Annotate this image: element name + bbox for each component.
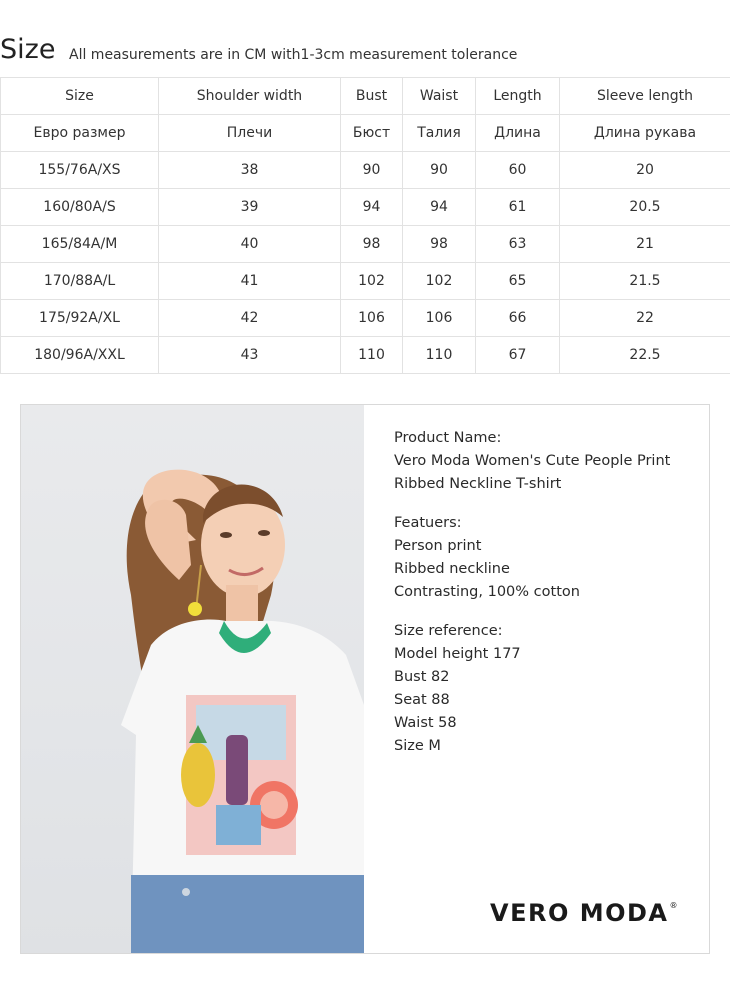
feature-item: Person print — [394, 538, 482, 554]
table-cell: 155/76A/XS — [1, 152, 159, 189]
size-reference-heading: Size reference: — [394, 623, 503, 639]
table-row — [1, 189, 730, 226]
table-cell: 42 — [159, 300, 341, 337]
table-cell: 102 — [403, 263, 476, 300]
size-reference-item: Bust 82 — [394, 669, 450, 685]
header-cell: Талия — [403, 115, 476, 152]
table-row — [1, 226, 730, 263]
features-group — [394, 512, 694, 604]
table-cell: 94 — [403, 189, 476, 226]
table-row — [1, 337, 730, 374]
size-chart-table — [0, 77, 730, 374]
header-cell: Длина — [476, 115, 560, 152]
table-cell: 22.5 — [560, 337, 730, 374]
size-reference-item: Model height 177 — [394, 646, 521, 662]
header-cell: Евро размер — [1, 115, 159, 152]
model-photo — [21, 405, 364, 953]
table-cell: 61 — [476, 189, 560, 226]
product-name-line: Ribbed Neckline T-shirt — [394, 476, 562, 492]
table-cell: 110 — [341, 337, 403, 374]
header-cell: Bust — [341, 78, 403, 115]
product-panel — [20, 404, 710, 954]
header-cell: Бюст — [341, 115, 403, 152]
table-cell: 90 — [403, 152, 476, 189]
table-cell: 38 — [159, 152, 341, 189]
table-cell: 21.5 — [560, 263, 730, 300]
header-cell: Waist — [403, 78, 476, 115]
model-illustration — [21, 405, 364, 953]
header-cell: Size — [1, 78, 159, 115]
table-row — [1, 263, 730, 300]
size-title: Size — [0, 34, 56, 65]
table-cell: 160/80A/S — [1, 189, 159, 226]
header-cell: Sleeve length — [560, 78, 730, 115]
table-cell: 106 — [403, 300, 476, 337]
table-cell: 165/84A/M — [1, 226, 159, 263]
table-cell: 41 — [159, 263, 341, 300]
brand-logo — [490, 899, 679, 927]
table-cell: 43 — [159, 337, 341, 374]
table-cell: 94 — [341, 189, 403, 226]
header-row-russian — [1, 115, 730, 152]
table-cell: 22 — [560, 300, 730, 337]
header-row-english — [1, 78, 730, 115]
table-cell: 98 — [403, 226, 476, 263]
product-name-line: Vero Moda Women's Cute People Print — [394, 453, 671, 469]
header-cell: Длина рукава — [560, 115, 730, 152]
table-cell: 60 — [476, 152, 560, 189]
size-reference-item: Waist 58 — [394, 715, 457, 731]
table-row — [1, 152, 730, 189]
header-cell: Shoulder width — [159, 78, 341, 115]
table-cell: 170/88A/L — [1, 263, 159, 300]
table-cell: 66 — [476, 300, 560, 337]
table-cell: 63 — [476, 226, 560, 263]
table-cell: 20.5 — [560, 189, 730, 226]
table-cell: 110 — [403, 337, 476, 374]
feature-item: Contrasting, 100% cotton — [394, 584, 580, 600]
table-cell: 98 — [341, 226, 403, 263]
product-info — [394, 427, 694, 774]
table-cell: 90 — [341, 152, 403, 189]
table-cell: 102 — [341, 263, 403, 300]
table-cell: 175/92A/XL — [1, 300, 159, 337]
size-reference-group — [394, 620, 694, 758]
header-cell: Length — [476, 78, 560, 115]
table-cell: 180/96A/XXL — [1, 337, 159, 374]
table-cell: 20 — [560, 152, 730, 189]
table-cell: 65 — [476, 263, 560, 300]
table-cell: 21 — [560, 226, 730, 263]
registered-mark: ® — [669, 901, 679, 910]
feature-item: Ribbed neckline — [394, 561, 510, 577]
header-cell: Плечи — [159, 115, 341, 152]
table-cell: 106 — [341, 300, 403, 337]
table-row — [1, 300, 730, 337]
table-cell: 40 — [159, 226, 341, 263]
measurement-note: All measurements are in CM with1-3cm measurement tolerance — [69, 47, 518, 63]
product-name-heading: Product Name: — [394, 430, 502, 446]
table-cell: 39 — [159, 189, 341, 226]
features-heading: Featuers: — [394, 515, 462, 531]
brand-logo-text: VERO MODA — [490, 899, 669, 927]
size-reference-item: Size M — [394, 738, 441, 754]
size-reference-item: Seat 88 — [394, 692, 450, 708]
table-cell: 67 — [476, 337, 560, 374]
product-name-group — [394, 427, 694, 496]
